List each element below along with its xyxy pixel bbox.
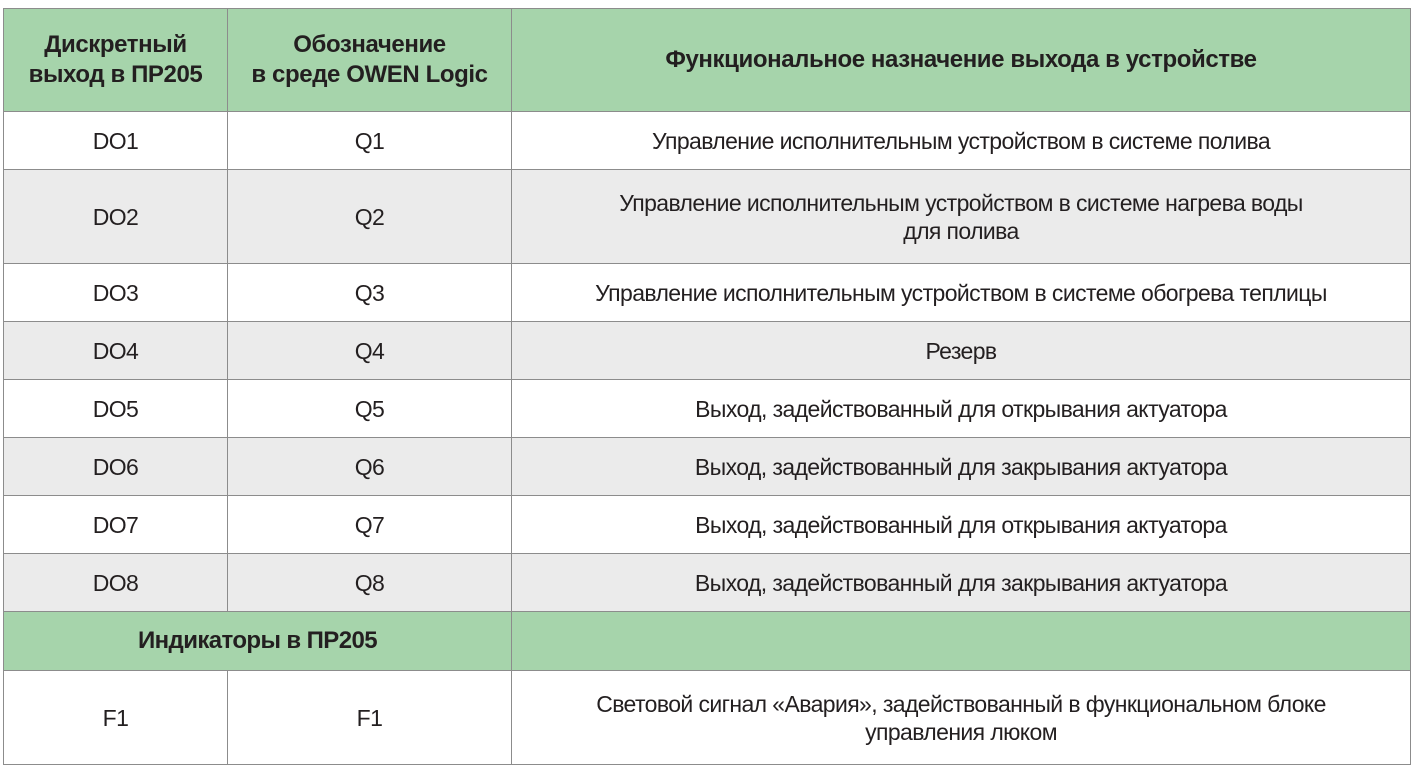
table-row [4,264,1411,322]
header-owen-logic-symbol [228,9,512,112]
outputs-table [3,8,1411,765]
function-cell: Выход, задействованный для закрывания актуатора [512,554,1411,612]
table-row [4,496,1411,554]
function-cell: Резерв [512,322,1411,380]
header-symbol-line2: в среде OWEN Logic [251,61,488,88]
symbol-cell: F1 [228,671,512,765]
output-cell: DO2 [4,170,228,264]
function-line: для полива [903,217,1019,244]
function-cell: Выход, задействованный для закрывания актуатора [512,438,1411,496]
symbol-cell: Q4 [228,322,512,380]
indicators-section-title: Индикаторы в ПР205 [4,612,512,671]
output-cell: DO6 [4,438,228,496]
output-cell: DO4 [4,322,228,380]
table-row [4,554,1411,612]
table-row [4,438,1411,496]
header-discrete-output-line2: выход в ПР205 [28,61,203,88]
header-function: Функциональное назначение выхода в устройстве [512,9,1411,112]
function-cell: Выход, задействованный для открывания актуатора [512,496,1411,554]
function-line: Управление исполнительным устройством в системе нагрева воды [619,189,1303,216]
symbol-cell: Q3 [228,264,512,322]
table-row [4,380,1411,438]
symbol-cell: Q7 [228,496,512,554]
table-header-row [4,9,1411,112]
symbol-cell: Q8 [228,554,512,612]
output-cell: F1 [4,671,228,765]
symbol-cell: Q1 [228,112,512,170]
output-cell: DO5 [4,380,228,438]
header-discrete-output [4,9,228,112]
function-cell [512,671,1411,765]
header-discrete-output-line1: Дискретный [44,31,187,58]
table-row [4,322,1411,380]
symbol-cell: Q5 [228,380,512,438]
header-symbol-line1: Обозначение [293,31,446,58]
indicators-section-empty [512,612,1411,671]
function-line: управления люком [865,718,1057,745]
output-cell: DO7 [4,496,228,554]
function-cell [512,170,1411,264]
table-row [4,170,1411,264]
output-cell: DO3 [4,264,228,322]
function-line: Световой сигнал «Авария», задействованный в функциональном блоке [596,690,1326,717]
indicators-section-row [4,612,1411,671]
table-row [4,671,1411,765]
output-cell: DO8 [4,554,228,612]
function-cell: Управление исполнительным устройством в системе полива [512,112,1411,170]
output-cell: DO1 [4,112,228,170]
symbol-cell: Q2 [228,170,512,264]
function-cell: Выход, задействованный для открывания актуатора [512,380,1411,438]
symbol-cell: Q6 [228,438,512,496]
function-cell: Управление исполнительным устройством в системе обогрева теплицы [512,264,1411,322]
table-row [4,112,1411,170]
